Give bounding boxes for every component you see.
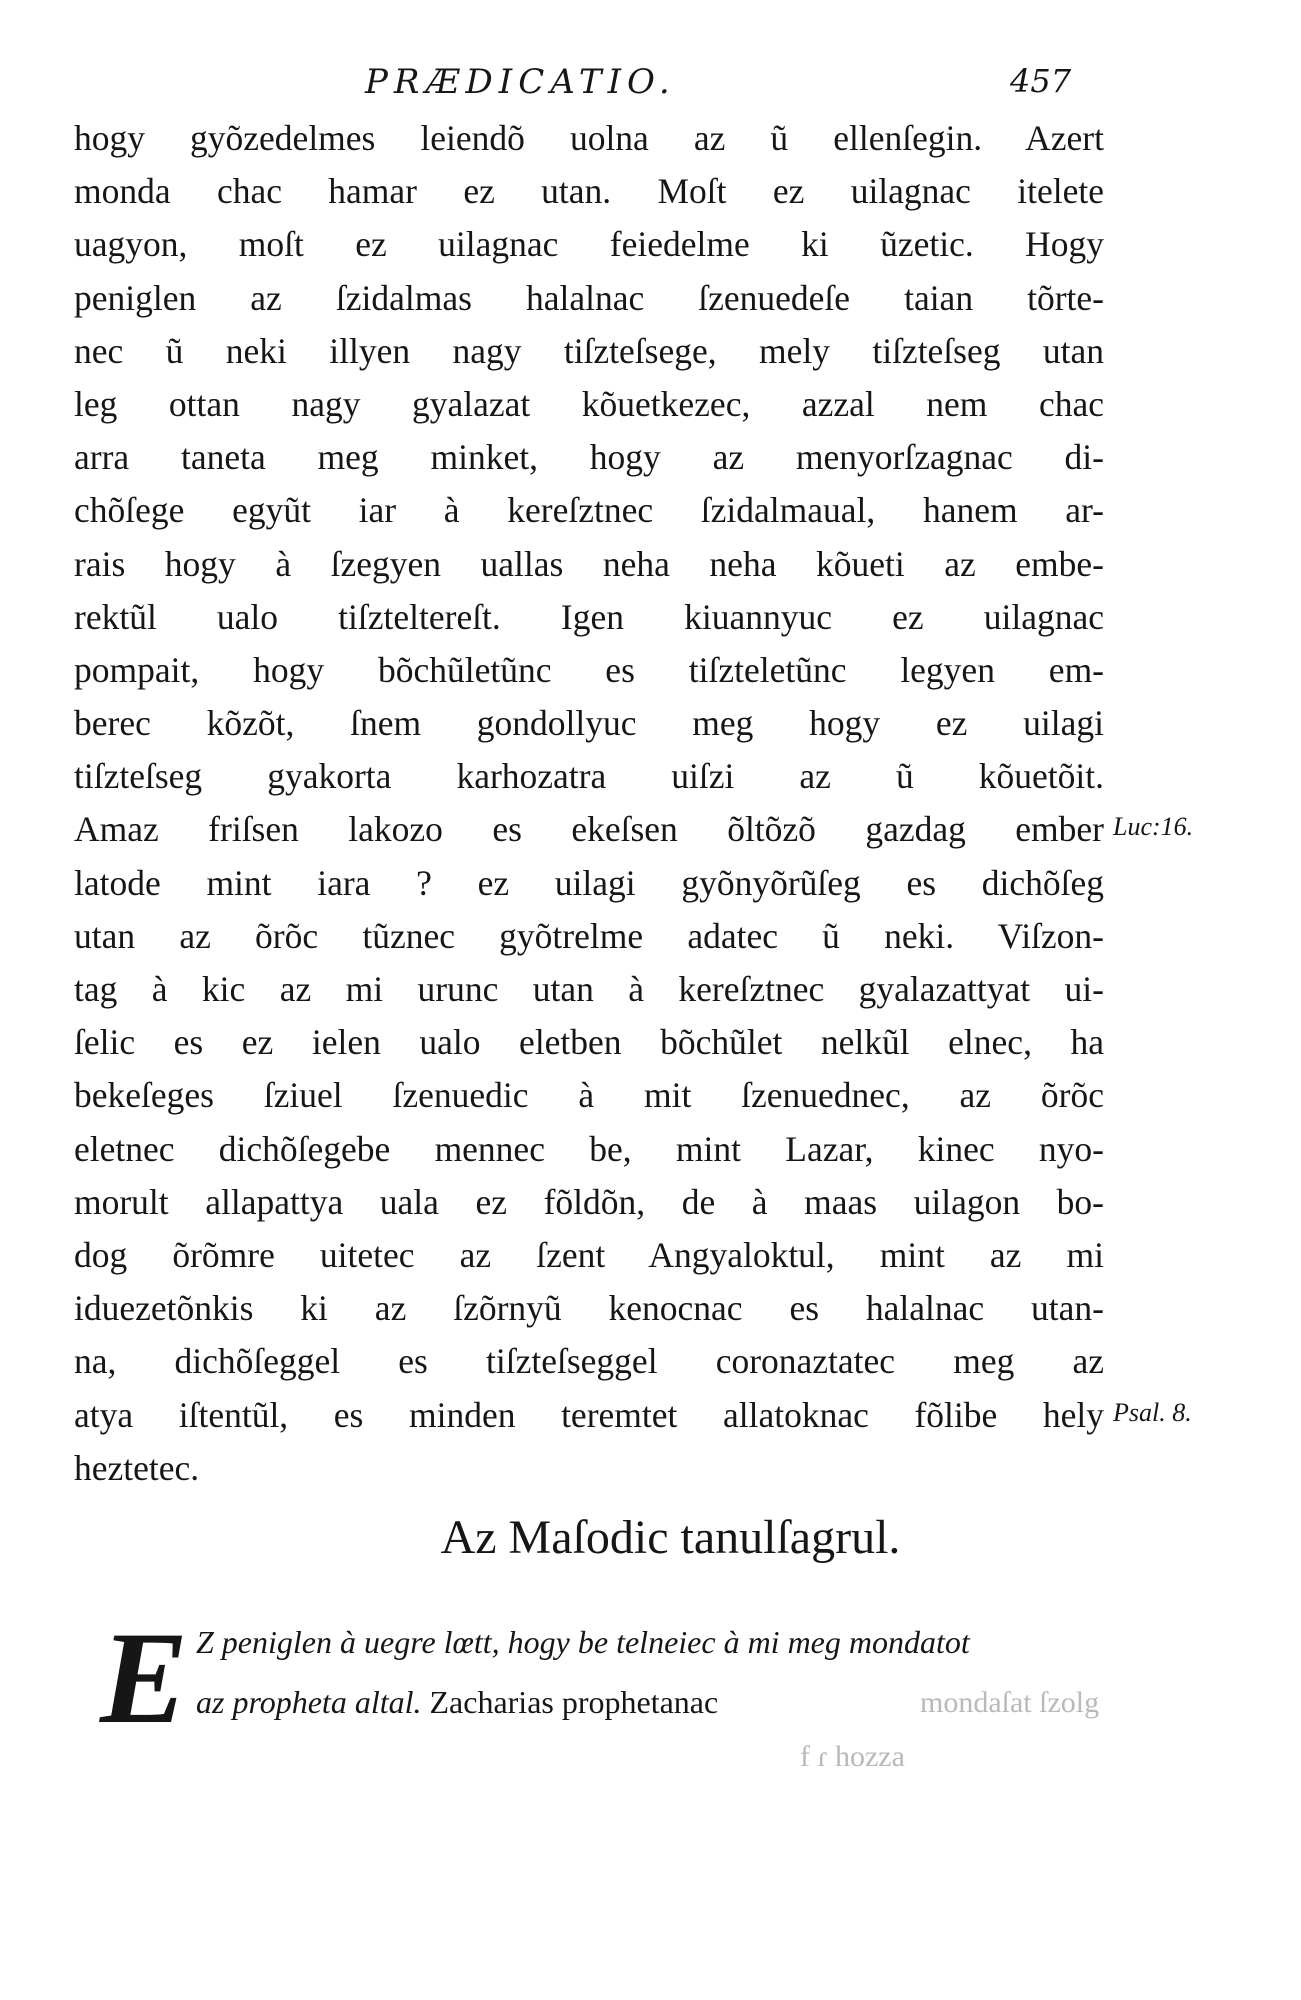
text-line: rais hogy à ſzegyen uallas neha neha kõueti az embe-: [74, 543, 1104, 584]
text-line: heztetec.: [74, 1447, 200, 1488]
margin-note-psalm: Psal. 8.: [1113, 1398, 1192, 1427]
text-line: na, dichõſeggel es tiſzteſseggel coronaztatec meg az: [74, 1341, 1104, 1382]
text-line: tag à kic az mi urunc utan à kereſztnec gyalazattyat ui-: [74, 969, 1104, 1009]
text-line: utan az õrõc tũznec gyõtrelme adatec ũ neki. Viſzon-: [74, 915, 1104, 956]
section-heading: Az Maſodic tanulſagrul.: [440, 1511, 901, 1564]
faint-text-line-2: mondaſat ſzolg: [920, 1686, 1100, 1719]
text-line: ſelic es ez ielen ualo eletben bõchũlet nelkũl elnec, ha: [74, 1022, 1104, 1063]
margin-note-luke: Luc:16.: [1113, 812, 1194, 841]
section-line-1: Z peniglen à uegre lœtt, hogy be telneiec à mi meg mondatot: [196, 1624, 970, 1660]
running-head: [0, 62, 1301, 112]
text-line: eletnec dichõſegebe mennec be, mint Lazar, kinec nyo-: [74, 1128, 1104, 1169]
text-line: peniglen az ſzidalmas halalnac ſzenuedeſe taian tõrte-: [74, 277, 1104, 318]
text-line: atya iſtentũl, es minden teremtet allatoknac fõlibe hely: [74, 1394, 1104, 1435]
text-line: rektũl ualo tiſzteltereſt. Igen kiuannyuc ez uilagnac: [74, 596, 1104, 637]
text-line: tiſzteſseg gyakorta karhozatra uiſzi az ũ kõuetõit.: [74, 756, 1104, 797]
text-line: Amaz friſsen lakozo es ekeſsen õltõzõ gazdag ember: [74, 809, 1104, 850]
section-line-2: [196, 1684, 718, 1721]
text-line: nec ũ neki illyen nagy tiſzteſsege, mely tiſzteſseg utan: [74, 330, 1104, 371]
text-line: chõſege egyũt iar à kereſztnec ſzidalmaual, hanem ar-: [74, 490, 1104, 531]
text-line: monda chac hamar ez utan. Moſt ez uilagnac itelete: [74, 171, 1104, 212]
text-line: berec kõzõt, ſnem gondollyuc meg hogy ez uilagi: [74, 703, 1104, 744]
drop-cap: E: [100, 1604, 189, 1751]
body-text: [74, 112, 1104, 1495]
text-line: morult allapattya uala ez fõldõn, de à maas uilagon bo-: [74, 1181, 1104, 1222]
text-line: dog õrõmre uitetec az ſzent Angyaloktul, mint az mi: [74, 1234, 1104, 1275]
text-line: uagyon, moſt ez uilagnac feiedelme ki ũzetic. Hogy: [74, 224, 1104, 265]
text-line: bekeſeges ſziuel ſzenuedic à mit ſzenuednec, az õrõc: [74, 1075, 1104, 1116]
section-line-2-roman: Zacharias prophetanac: [429, 1684, 719, 1720]
text-line: pompait, hogy bõchũletũnc es tiſzteletũnc legyen em-: [74, 649, 1104, 690]
page-number: 457: [1010, 62, 1072, 100]
text-line: hogy gyõzedelmes leiendõ uolna az ũ ellenſegin. Azert: [74, 118, 1104, 158]
text-line: iduezetõnkis ki az ſzõrnyũ kenocnac es halalnac utan-: [74, 1288, 1104, 1329]
section-line-2-italic: az propheta altal.: [196, 1684, 422, 1720]
text-line: arra taneta meg minket, hogy az menyorſzagnac di-: [74, 437, 1104, 478]
faint-text-line-3: f ɾ hozza: [800, 1740, 905, 1773]
running-title: PRÆDICATIO.: [365, 62, 676, 102]
text-line: leg ottan nagy gyalazat kõuetkezec, azzal nem chac: [74, 383, 1104, 424]
text-line: latode mint iara ? ez uilagi gyõnyõrũſeg es dichõſeg: [74, 862, 1104, 903]
